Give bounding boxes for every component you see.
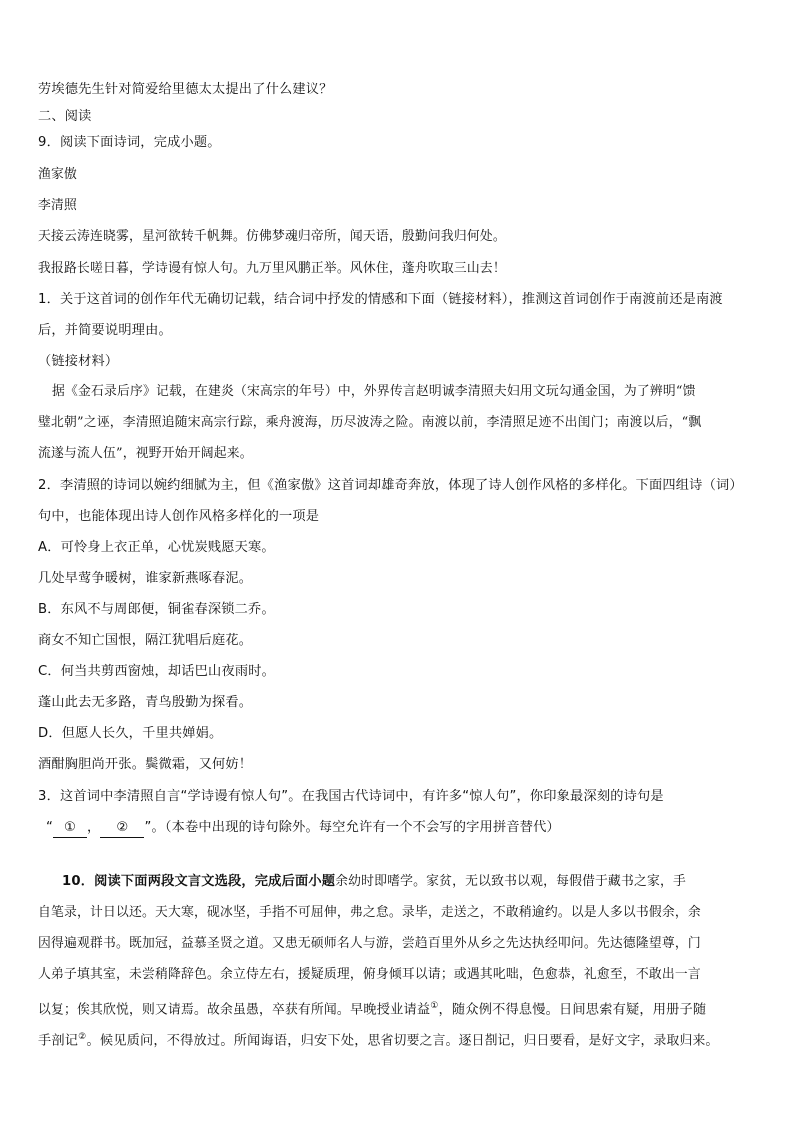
poem-title: 渔家傲 [38, 167, 77, 182]
classical-text-2: ，随众例不得息慢。日间思索有疑，用册子随 [438, 1002, 707, 1018]
option-a-line2: 几处早莺争暖树，谁家新燕啄春泥。 [38, 571, 253, 586]
poem-line: 我报路长嗟日暮，学诗谩有惊人句。九万里风鹏正举。风休住，蓬舟吹取三山去！ [38, 261, 506, 276]
classical-text: 人弟子填其室，未尝稍降辞色。余立侍左右，援疑质理，俯身倾耳以请；或遇其叱咄，色愈恭，礼愈至，不敢出一言 [38, 967, 701, 982]
sub-question-2-cont: 句中，也能体现出诗人创作风格多样化的一项是 [38, 509, 320, 524]
classical-text: 自笔录，计日以还。天大寒，砚冰坚，手指不可屈伸，弗之怠。录毕，走送之，不敢稍逾约。以是人多以书假余，余 [38, 905, 701, 920]
sub-question-1: 1．关于这首词的创作年代无确切记载，结合词中抒发的情感和下面（链接材料），推测这首词创作于南渡前还是南渡 [38, 292, 723, 307]
answer-blank-2[interactable]: ② [100, 819, 144, 838]
option-c-line2: 蓬山此去无多路，青鸟殷勤为探看。 [38, 695, 253, 710]
footnote-marker: ① [430, 1001, 439, 1011]
classical-text-2: 早晚授业请益 [349, 1002, 431, 1018]
classical-text: 余幼时即嗜学。家贫，无以致书以观，每假借于藏书之家，手 [335, 874, 687, 889]
option-a: A．可怜身上衣正单，心忧炭贱愿天寒。 [38, 540, 275, 555]
question-10-first-line [62, 873, 686, 891]
question-10-stem: 10．阅读下面两段文言文选段，完成后面小题 [62, 874, 336, 889]
poem-author: 李清照 [38, 198, 77, 213]
footnote-marker: ② [78, 1032, 87, 1042]
sub-question-3: 3．这首词中李清照自言“学诗谩有惊人句”。在我国古代诗词中，有许多“惊人句”，你印象最深刻的诗句是 [38, 789, 664, 804]
section-title: 二、阅读 [38, 109, 92, 124]
classical-text-2: 。候见质问，不得放过。所闻诲语，归安下处， [86, 1033, 368, 1049]
classical-text: 以复；俟其欣悦，则又请焉。故余虽愚，卒获有所闻。 [38, 1002, 350, 1018]
answer-instructions: ”。（本卷中出现的诗句除外。每空允许有一个不会写的字用拼音替代） [144, 820, 560, 835]
link-material-text: 流遂与流人伍”，视野开始开阔起来。 [38, 446, 253, 461]
classical-text-line [38, 1028, 719, 1050]
sub-question-1-cont: 后，并简要说明理由。 [38, 323, 172, 338]
link-material-label: （链接材料） [38, 354, 119, 369]
poem-line: 天接云涛连晓雾，星河欲转千帆舞。仿佛梦魂归帝所，闻天语，殷勤问我归何处。 [38, 229, 506, 244]
link-material-text: 据《金石录后序》记载，在建炎（宋高宗的年号）中，外界传言赵明诚李清照夫妇用文玩勾通金国，为了辨明“馈 [52, 384, 696, 399]
classical-text: 思省切要之言。逐日剳记，归日要看，是好文字，录取归来。 [367, 1033, 719, 1049]
option-d: D．但愿人长久，千里共婵娟。 [38, 726, 223, 741]
classical-text-line [38, 997, 706, 1019]
link-material-text: 璧北朝”之诬，李清照追随宋高宗行踪，乘舟渡海，历尽波涛之险。南渡以前，李清照足迹不出闺门；南渡以后，“飘 [38, 415, 702, 430]
option-d-line2: 酒酣胸胆尚开张。鬓微霜，又何妨！ [38, 757, 253, 772]
sub-question-3-answer [46, 819, 560, 838]
answer-blank-1[interactable]: ① [53, 819, 87, 838]
option-b-line2: 商女不知亡国恨，隔江犹唱后庭花。 [38, 633, 253, 648]
option-c: C．何当共剪西窗烛，却话巴山夜雨时。 [38, 664, 275, 679]
classical-text: 因得遍观群书。既加冠，益慕圣贤之道。又患无硕师名人与游，尝趋百里外从乡之先达执经叩问。先达德隆望尊，门 [38, 936, 701, 951]
option-b: B．东风不与周郎便，铜雀春深锁二乔。 [38, 602, 275, 617]
sub-question-2: 2．李清照的诗词以婉约细腻为主，但《渔家傲》这首词却雄奇奔放，体现了诗人创作风格的多样化。下面四组诗（词） [38, 478, 743, 493]
question-text: 劳埃德先生针对简爱给里德太太提出了什么建议？ [38, 82, 333, 97]
open-quote: “ [46, 820, 54, 835]
question-stem: 9．阅读下面诗词，完成小题。 [38, 135, 221, 150]
separator: ， [87, 820, 101, 835]
classical-text-2: 手剖记 [38, 1033, 79, 1049]
